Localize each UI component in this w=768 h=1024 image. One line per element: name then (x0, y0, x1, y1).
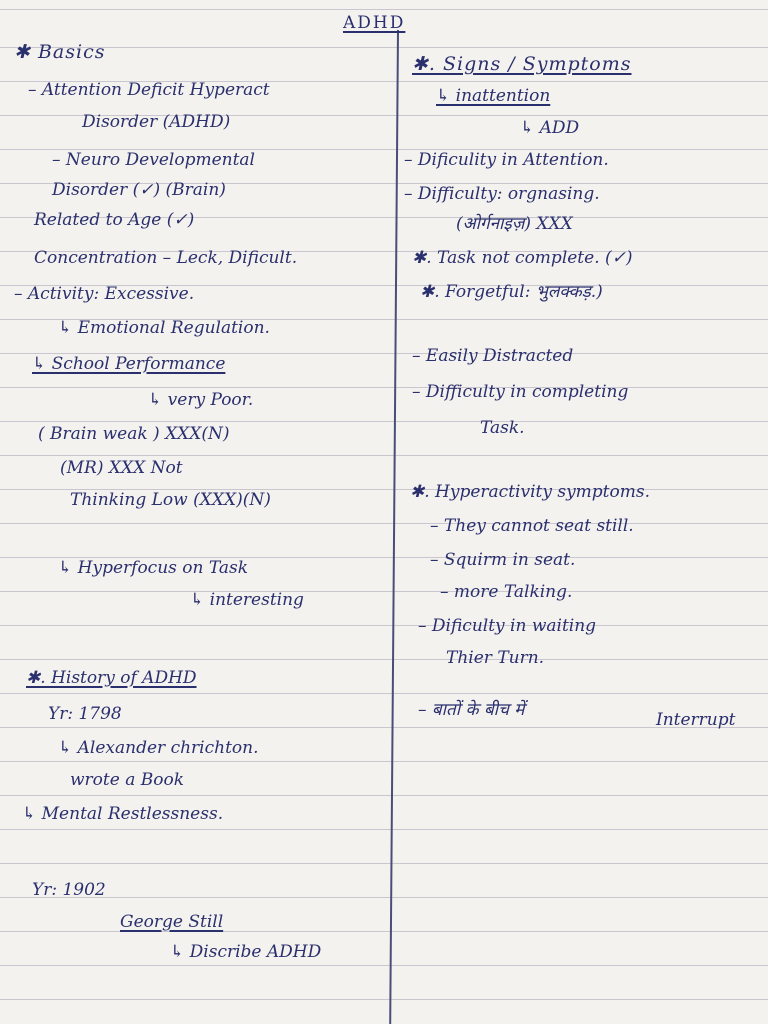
note-line: – They cannot seat still. (430, 516, 634, 536)
note-line: – Attention Deficit Hyperact (28, 80, 270, 100)
note-line: (MR) XXX Not (60, 458, 183, 478)
note-line: – Squirm in seat. (430, 550, 576, 570)
note-line: Disorder (✓) (Brain) (52, 180, 226, 200)
note-line: ↳ Discribe ADHD (170, 942, 322, 962)
note-line: Disorder (ADHD) (82, 112, 231, 132)
note-line: Concentration – Leck, Dificult. (34, 248, 298, 268)
page-title: ADHD (343, 13, 406, 33)
note-line: Interrupt (656, 710, 736, 730)
basics-heading: ✱ Basics (14, 41, 106, 63)
history-heading: ✱. History of ADHD (26, 668, 197, 688)
column-divider (389, 30, 399, 1024)
hyperactivity-heading: ✱. Hyperactivity symptoms. (410, 482, 651, 502)
note-line: – बातों के बीच में (418, 700, 525, 720)
note-line: – more Talking. (440, 582, 573, 602)
note-line: ✱. Task not complete. (✓) (412, 248, 633, 268)
note-line: – Dificulty in waiting (418, 616, 597, 636)
note-line: Thinking Low (XXX)(N) (70, 490, 271, 510)
note-line: ↳ Emotional Regulation. (58, 318, 270, 338)
note-line: ✱. Forgetful: भुलक्कड़.) (420, 282, 603, 302)
note-line: (ओर्गनाइज़) XXX (456, 214, 573, 234)
note-line: – Easily Distracted (412, 346, 574, 366)
note-line: Yr: 1798 (48, 704, 122, 724)
note-line: ↳ Hyperfocus on Task (58, 558, 249, 578)
note-line: ↳ very Poor. (148, 390, 254, 410)
note-line: Yr: 1902 (32, 880, 106, 900)
note-line: – Difficulty in completing (412, 382, 629, 402)
note-line: ↳ Mental Restlessness. (22, 804, 224, 824)
note-line: ↳ Alexander chrichton. (58, 738, 259, 758)
note-line: Task. (480, 418, 525, 438)
note-line: George Still (120, 912, 224, 932)
note-line: ( Brain weak ) XXX(N) (38, 424, 230, 444)
note-line: – Difficulty: orgnasing. (404, 184, 600, 204)
note-line: Related to Age (✓) (34, 210, 195, 230)
note-line: ↳ interesting (190, 590, 304, 610)
note-line: ↳ inattention (436, 86, 551, 106)
signs-heading: ✱. Signs / Symptoms (412, 53, 632, 75)
note-line: wrote a Book (70, 770, 185, 790)
note-line: ↳ ADD (520, 118, 580, 138)
note-line: – Neuro Developmental (52, 150, 255, 170)
note-line: ↳ School Performance (32, 354, 226, 374)
note-line: Thier Turn. (446, 648, 545, 668)
note-line: – Dificulity in Attention. (404, 150, 609, 170)
note-line: – Activity: Excessive. (14, 284, 195, 304)
